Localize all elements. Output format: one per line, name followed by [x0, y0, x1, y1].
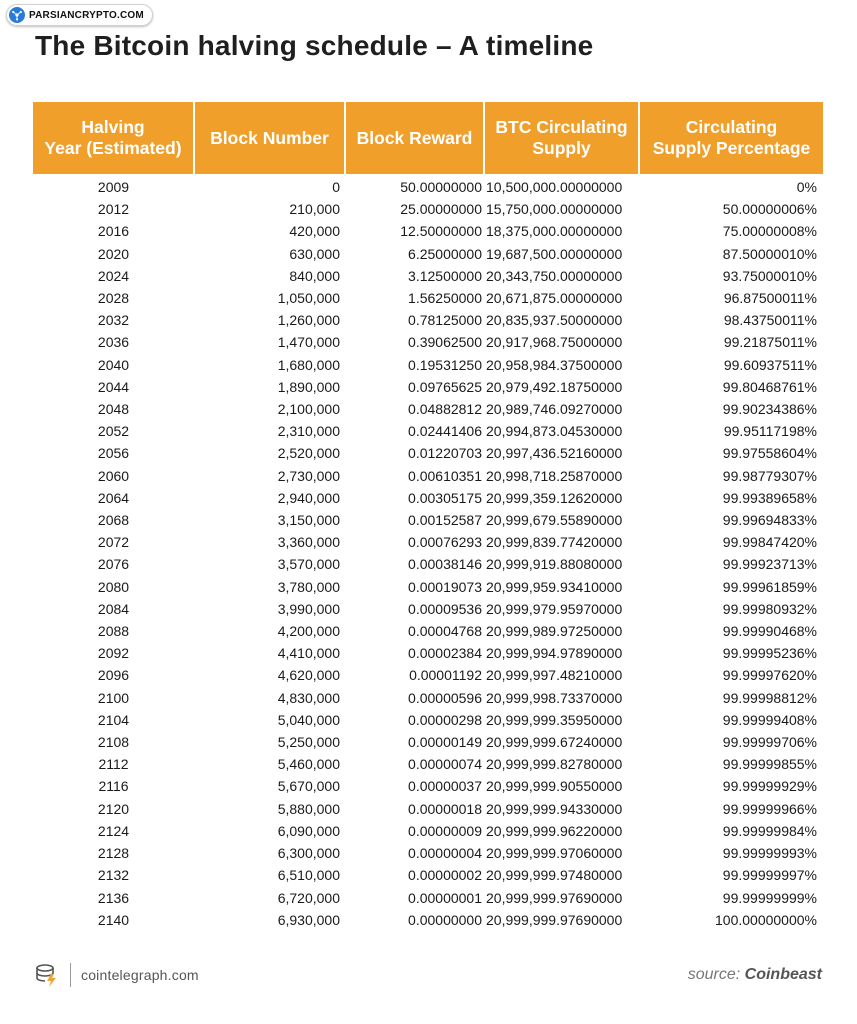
- cell-btc-supply: 19,687,500.00000000: [486, 245, 623, 262]
- cell-block-reward: 0.19531250: [408, 356, 482, 373]
- cell-supply-percentage: 99.99999706%: [722, 734, 817, 751]
- cell-btc-supply: 20,835,937.50000000: [486, 312, 623, 329]
- cell-block-reward: 3.12500000: [408, 267, 482, 284]
- cell-btc-supply: 20,999,989.97250000: [486, 623, 623, 640]
- cell-supply-percentage: 99.99995236%: [722, 645, 817, 662]
- cell-supply-percentage: 99.99923713%: [722, 556, 817, 573]
- cell-btc-supply: 20,999,998.73370000: [486, 689, 623, 706]
- cell-block-reward: 6.25000000: [408, 245, 482, 262]
- cell-btc-supply: 20,999,999.35950000: [486, 711, 623, 728]
- cell-block-number: 0: [332, 179, 340, 195]
- cell-btc-supply: 20,999,999.97060000: [486, 845, 623, 862]
- cell-supply-percentage: 99.21875011%: [723, 334, 817, 351]
- cell-block-reward: 0.00000037: [408, 778, 482, 795]
- cell-block-reward: 0.04882812: [408, 401, 482, 418]
- cell-block-reward: 0.01220703: [408, 445, 482, 462]
- cell-block-reward: 0.00000004: [408, 845, 482, 862]
- header-halving-year: [33, 102, 194, 174]
- header-block-reward: [345, 102, 484, 174]
- cell-block-number: 1,050,000: [277, 290, 340, 307]
- table-row: [33, 220, 823, 242]
- cell-halving-year: 2032: [97, 312, 130, 329]
- cell-block-number: 1,470,000: [277, 334, 340, 351]
- table-row: [33, 509, 823, 531]
- cell-block-reward: 0.00019073: [408, 578, 482, 595]
- table-row: [33, 887, 823, 909]
- cell-supply-percentage: 99.99999408%: [722, 711, 817, 728]
- footer-site-name: cointelegraph.com: [81, 967, 199, 983]
- cell-btc-supply: 20,999,959.93410000: [486, 578, 623, 595]
- footer-brand: [34, 962, 199, 988]
- cell-btc-supply: 20,979,492.18750000: [486, 378, 623, 395]
- cell-supply-percentage: 99.99980932%: [722, 600, 817, 617]
- cell-block-reward: 0.00000298: [408, 711, 482, 728]
- cell-block-number: 4,410,000: [277, 645, 340, 662]
- table-row: [33, 864, 823, 886]
- cell-block-number: 1,890,000: [277, 378, 340, 395]
- cell-supply-percentage: 99.99999999%: [722, 889, 817, 906]
- table-row: [33, 553, 823, 575]
- cell-btc-supply: 20,958,984.37500000: [486, 356, 623, 373]
- table-row: [33, 265, 823, 287]
- cell-block-number: 6,720,000: [277, 889, 340, 906]
- cell-block-number: 2,730,000: [277, 467, 340, 484]
- cell-btc-supply: 10,500,000.00000000: [486, 179, 623, 195]
- cell-halving-year: 2048: [97, 401, 130, 418]
- cell-supply-percentage: 99.95117198%: [723, 423, 817, 440]
- cell-block-reward: 0.09765625: [408, 378, 482, 395]
- cell-btc-supply: 20,989,746.09270000: [486, 401, 623, 418]
- header-supply-percentage: [639, 102, 823, 174]
- cell-block-reward: 0.00000009: [408, 822, 482, 839]
- cell-block-reward: 0.00076293: [408, 534, 482, 551]
- footer-source: [688, 966, 822, 984]
- source-name: Coinbeast: [744, 966, 822, 983]
- cell-supply-percentage: 99.80468761%: [722, 378, 817, 395]
- cell-halving-year: 2044: [97, 378, 130, 395]
- table-row: [33, 309, 823, 331]
- footer-separator: [70, 963, 71, 987]
- cell-block-number: 840,000: [289, 267, 340, 284]
- cell-btc-supply: 20,671,875.00000000: [486, 290, 623, 307]
- table-body: [33, 174, 823, 931]
- cell-supply-percentage: 93.75000010%: [722, 267, 817, 284]
- cell-btc-supply: 20,999,999.94330000: [486, 800, 623, 817]
- cell-supply-percentage: 99.99389658%: [722, 489, 817, 506]
- cell-supply-percentage: 99.99999929%: [722, 778, 817, 795]
- table-row: [33, 198, 823, 220]
- cell-btc-supply: 20,999,999.97480000: [486, 867, 623, 884]
- cell-block-reward: 0.00009536: [408, 600, 482, 617]
- table-header-row: [33, 102, 823, 174]
- cell-halving-year: 2068: [97, 512, 130, 529]
- table-row: [33, 687, 823, 709]
- cell-block-number: 3,780,000: [277, 578, 340, 595]
- cell-halving-year: 2100: [97, 689, 130, 706]
- cell-btc-supply: 20,999,999.97690000: [486, 889, 623, 906]
- table-row: [33, 709, 823, 731]
- cell-supply-percentage: 98.43750011%: [723, 312, 817, 329]
- cell-halving-year: 2040: [97, 356, 130, 373]
- table-row: [33, 598, 823, 620]
- cell-btc-supply: 20,998,718.25870000: [486, 467, 623, 484]
- table-row: [33, 775, 823, 797]
- cell-btc-supply: 20,999,999.96220000: [486, 822, 623, 839]
- cell-supply-percentage: 99.98779307%: [722, 467, 817, 484]
- cell-block-number: 420,000: [289, 223, 340, 240]
- cell-supply-percentage: 99.99990468%: [722, 623, 817, 640]
- cell-block-reward: 1.56250000: [408, 290, 482, 307]
- cell-block-number: 5,880,000: [277, 800, 340, 817]
- watermark-badge: [6, 4, 153, 26]
- cell-block-number: 5,670,000: [277, 778, 340, 795]
- cell-halving-year: 2060: [97, 467, 130, 484]
- cell-block-number: 6,930,000: [277, 911, 340, 928]
- cell-halving-year: 2028: [97, 290, 130, 307]
- cell-btc-supply: 20,999,839.77420000: [486, 534, 623, 551]
- cell-supply-percentage: 99.97558604%: [722, 445, 817, 462]
- cell-btc-supply: 20,999,979.95970000: [486, 600, 623, 617]
- cell-block-number: 2,100,000: [277, 401, 340, 418]
- cell-halving-year: 2132: [97, 867, 130, 884]
- cell-halving-year: 2020: [97, 245, 130, 262]
- cell-supply-percentage: 99.99999966%: [722, 800, 817, 817]
- cell-block-reward: 50.00000000: [400, 179, 482, 195]
- table-row: [33, 664, 823, 686]
- cell-block-reward: 0.00000596: [408, 689, 482, 706]
- cell-block-number: 2,940,000: [277, 489, 340, 506]
- cell-btc-supply: 15,750,000.00000000: [486, 201, 623, 218]
- cell-block-number: 1,680,000: [277, 356, 340, 373]
- header-supply-percentage-line2: Supply Percentage: [652, 138, 811, 158]
- table-row: [33, 442, 823, 464]
- cell-btc-supply: 20,999,919.88080000: [486, 556, 623, 573]
- cell-supply-percentage: 99.99999993%: [722, 845, 817, 862]
- table-row: [33, 174, 823, 198]
- cell-block-number: 6,510,000: [277, 867, 340, 884]
- header-btc-supply-line1: BTC Circulating: [495, 117, 628, 137]
- halving-table: [33, 102, 823, 931]
- cell-block-reward: 0.00152587: [408, 512, 482, 529]
- cell-block-number: 5,040,000: [277, 711, 340, 728]
- cell-supply-percentage: 100.00000000%: [715, 911, 817, 928]
- cell-block-number: 4,200,000: [277, 623, 340, 640]
- cell-halving-year: 2096: [97, 667, 130, 684]
- cell-halving-year: 2112: [98, 756, 129, 773]
- cell-halving-year: 2116: [98, 778, 129, 795]
- cointelegraph-logo-icon: [34, 962, 60, 988]
- cell-halving-year: 2084: [97, 600, 130, 617]
- header-btc-supply-line2: Supply: [532, 138, 591, 158]
- table-row: [33, 420, 823, 442]
- cell-halving-year: 2064: [97, 489, 130, 506]
- cell-halving-year: 2052: [97, 423, 130, 440]
- cell-halving-year: 2076: [97, 556, 130, 573]
- table-row: [33, 842, 823, 864]
- cell-btc-supply: 20,343,750.00000000: [486, 267, 623, 284]
- cell-block-number: 1,260,000: [277, 312, 340, 329]
- table-row: [33, 731, 823, 753]
- cell-halving-year: 2088: [97, 623, 130, 640]
- cell-block-number: 5,250,000: [277, 734, 340, 751]
- cell-supply-percentage: 99.90234386%: [722, 401, 817, 418]
- cell-halving-year: 2128: [97, 845, 130, 862]
- cell-halving-year: 2024: [97, 267, 130, 284]
- cell-halving-year: 2072: [97, 534, 130, 551]
- cell-btc-supply: 20,999,994.97890000: [486, 645, 623, 662]
- cell-btc-supply: 20,999,999.67240000: [486, 734, 623, 751]
- cell-supply-percentage: 99.99999855%: [722, 756, 817, 773]
- cell-btc-supply: 20,997,436.52160000: [486, 445, 623, 462]
- cell-btc-supply: 20,994,873.04530000: [486, 423, 623, 440]
- cell-halving-year: 2136: [97, 889, 130, 906]
- cell-block-reward: 0.00305175: [408, 489, 482, 506]
- table-row: [33, 243, 823, 265]
- cell-block-reward: 12.50000000: [400, 223, 482, 240]
- header-block-reward-label: Block Reward: [356, 127, 473, 148]
- table-row: [33, 465, 823, 487]
- cell-block-number: 3,990,000: [277, 600, 340, 617]
- cell-halving-year: 2108: [97, 734, 130, 751]
- cell-block-reward: 0.00001192: [409, 667, 482, 684]
- table-row: [33, 576, 823, 598]
- cell-block-reward: 0.39062500: [408, 334, 482, 351]
- cell-block-reward: 0.00000002: [408, 867, 482, 884]
- cell-halving-year: 2016: [97, 223, 130, 240]
- cell-block-number: 3,570,000: [277, 556, 340, 573]
- cell-block-reward: 0.00000074: [408, 756, 482, 773]
- header-block-number: [194, 102, 345, 174]
- cell-block-reward: 0.00000001: [408, 889, 482, 906]
- cell-halving-year: 2092: [97, 645, 130, 662]
- page-title: The Bitcoin halving schedule – A timeline: [35, 30, 594, 61]
- cell-supply-percentage: 99.60937511%: [723, 356, 817, 373]
- cell-block-reward: 0.00002384: [408, 645, 482, 662]
- cell-block-number: 6,090,000: [277, 822, 340, 839]
- cell-btc-supply: 20,999,999.97690000: [486, 911, 623, 928]
- table-row: [33, 620, 823, 642]
- cell-halving-year: 2140: [97, 911, 130, 928]
- table-row: [33, 398, 823, 420]
- cell-btc-supply: 20,999,679.55890000: [486, 512, 623, 529]
- cell-supply-percentage: 87.50000010%: [722, 245, 817, 262]
- cell-block-reward: 0.00000000: [408, 911, 482, 928]
- cell-supply-percentage: 99.99847420%: [722, 534, 817, 551]
- cell-block-number: 630,000: [289, 245, 340, 262]
- table-row: [33, 798, 823, 820]
- table-row: [33, 909, 823, 931]
- cell-supply-percentage: 99.99998812%: [722, 689, 817, 706]
- cell-supply-percentage: 99.99999984%: [722, 822, 817, 839]
- table-row: [33, 331, 823, 353]
- table-row: [33, 642, 823, 664]
- table-row: [33, 487, 823, 509]
- cell-btc-supply: 20,999,997.48210000: [486, 667, 623, 684]
- cell-halving-year: 2036: [97, 334, 130, 351]
- cell-supply-percentage: 99.99997620%: [722, 667, 817, 684]
- header-block-number-label: Block Number: [210, 127, 329, 148]
- cell-block-number: 6,300,000: [277, 845, 340, 862]
- cell-halving-year: 2120: [97, 800, 130, 817]
- cell-btc-supply: 20,999,359.12620000: [486, 489, 623, 506]
- cell-block-number: 4,830,000: [277, 689, 340, 706]
- cell-btc-supply: 20,999,999.90550000: [486, 778, 623, 795]
- cell-block-number: 210,000: [289, 201, 340, 218]
- header-btc-supply: [484, 102, 639, 174]
- network-icon: [9, 7, 25, 23]
- cell-halving-year: 2104: [97, 711, 130, 728]
- source-label: source:: [687, 966, 741, 983]
- cell-block-reward: 0.02441406: [408, 423, 482, 440]
- cell-btc-supply: 20,999,999.82780000: [486, 756, 623, 773]
- cell-block-number: 3,150,000: [277, 512, 340, 529]
- cell-block-reward: 0.00038146: [408, 556, 482, 573]
- cell-block-reward: 25.00000000: [400, 201, 482, 218]
- header-halving-year-line1: Halving: [81, 117, 145, 137]
- header-halving-year-line2: Year (Estimated): [44, 138, 182, 158]
- cell-supply-percentage: 99.99694833%: [722, 512, 817, 529]
- header-supply-percentage-line1: Circulating: [685, 117, 778, 137]
- watermark-text: PARSIANCRYPTO.COM: [29, 9, 144, 21]
- cell-btc-supply: 20,917,968.75000000: [486, 334, 623, 351]
- table-row: [33, 354, 823, 376]
- cell-supply-percentage: 50.00000006%: [722, 201, 817, 218]
- cell-block-reward: 0.78125000: [408, 312, 482, 329]
- table-row: [33, 753, 823, 775]
- cell-supply-percentage: 99.99999997%: [722, 867, 817, 884]
- cell-block-number: 5,460,000: [277, 756, 340, 773]
- cell-block-reward: 0.00004768: [408, 623, 482, 640]
- cell-supply-percentage: 0%: [796, 179, 817, 195]
- table-row: [33, 376, 823, 398]
- table-row: [33, 820, 823, 842]
- cell-supply-percentage: 75.00000008%: [722, 223, 817, 240]
- cell-halving-year: 2080: [97, 578, 130, 595]
- cell-halving-year: 2056: [97, 445, 130, 462]
- cell-block-reward: 0.00610351: [408, 467, 482, 484]
- cell-btc-supply: 18,375,000.00000000: [486, 223, 623, 240]
- cell-halving-year: 2009: [97, 179, 130, 195]
- cell-block-number: 3,360,000: [277, 534, 340, 551]
- cell-block-reward: 0.00000149: [408, 734, 482, 751]
- table-row: [33, 287, 823, 309]
- cell-supply-percentage: 96.87500011%: [723, 290, 817, 307]
- cell-block-number: 4,620,000: [277, 667, 340, 684]
- cell-halving-year: 2012: [97, 201, 130, 218]
- cell-halving-year: 2124: [97, 822, 130, 839]
- cell-block-number: 2,310,000: [277, 423, 340, 440]
- cell-block-reward: 0.00000018: [408, 800, 482, 817]
- cell-block-number: 2,520,000: [277, 445, 340, 462]
- table-row: [33, 531, 823, 553]
- cell-supply-percentage: 99.99961859%: [722, 578, 817, 595]
